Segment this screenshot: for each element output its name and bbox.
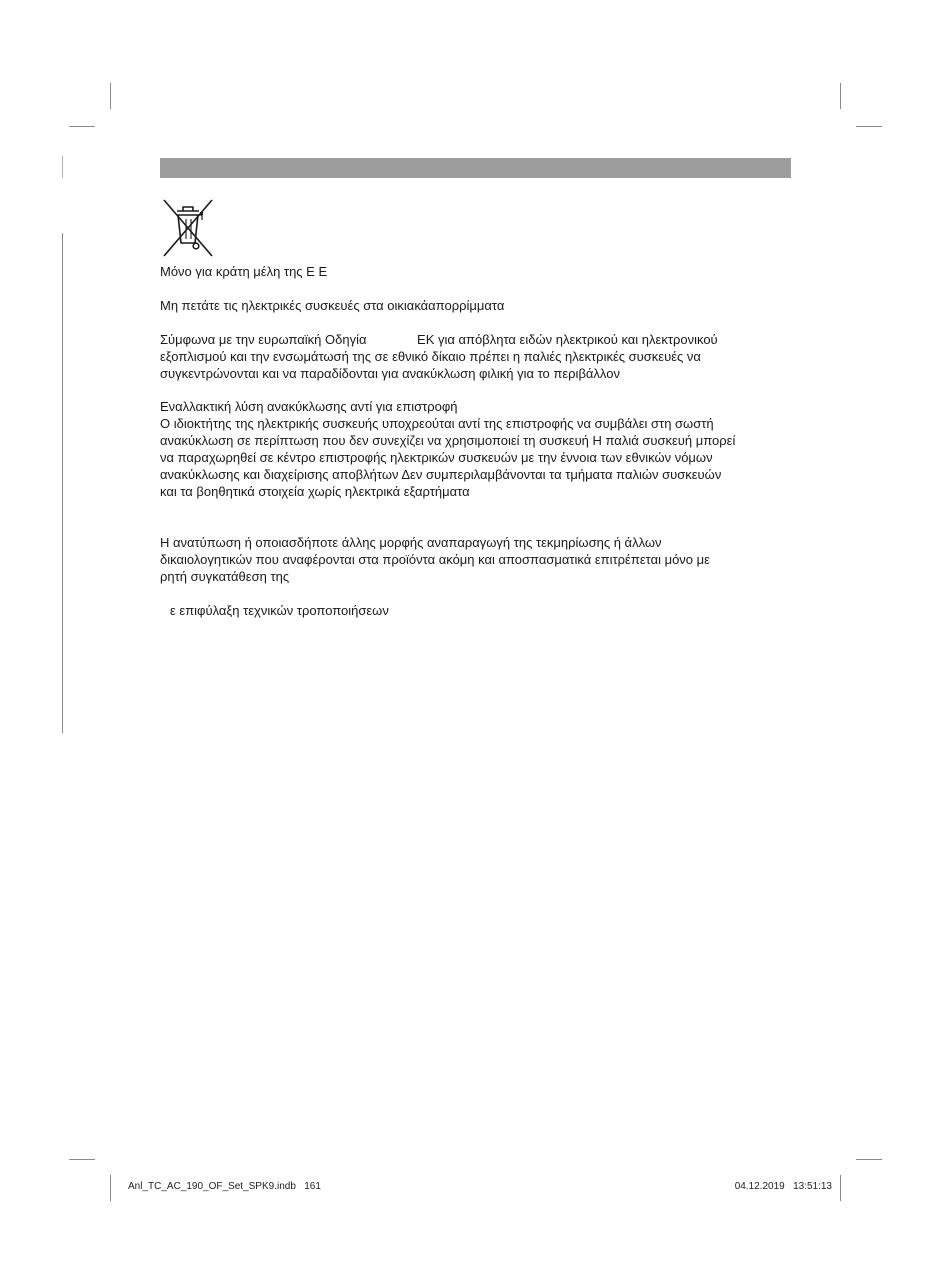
- alternative-line: ανακύκλωσης και διαχείρισης αποβλήτων Δεν συμπεριλαμβάνονται τα τμήματα παλιών συσκευών: [160, 467, 722, 482]
- crop-mark: [110, 1175, 111, 1201]
- alternative-line: και τα βοηθητικά στοιχεία χωρίς ηλεκτρικά εξαρτήματα: [160, 484, 470, 499]
- crop-mark: [856, 1159, 882, 1160]
- reproduction-line: ρητή συγκατάθεση της: [160, 569, 290, 584]
- alternative-line: Ο ιδιοκτήτης της ηλεκτρικής συσκευής υποχρεούται αντί της επιστροφής να συμβάλει στη σωστή: [160, 416, 714, 431]
- crop-mark: [840, 83, 841, 109]
- eu-only-note: Μόνο για κράτη μέλη της Ε Ε: [160, 264, 328, 279]
- alternative-line: ανακύκλωση σε περίπτωση που δεν συνεχίζει να χρησιμοποιεί τη συσκευή Η παλιά συσκευή μπορεί: [160, 433, 736, 448]
- directive-line: συγκεντρώνονται και να παραδίδονται για ανακύκλωση φιλική για το περιβάλλον: [160, 366, 620, 381]
- crop-mark: [840, 1175, 841, 1201]
- alternative-heading: Εναλλακτική λύση ανακύκλωσης αντί για επιστροφή: [160, 399, 458, 414]
- crop-mark: [110, 83, 111, 109]
- margin-tick: [62, 156, 63, 178]
- crop-mark: [69, 126, 95, 127]
- crossed-out-wheelie-bin-icon: [161, 198, 215, 258]
- margin-rule: [62, 233, 63, 733]
- reproduction-line: δικαιολογητικών που αναφέρονται στα προϊόντα ακόμη και αποσπασματικά επιτρέπεται μόνο με: [160, 552, 710, 567]
- disposal-warning: Μη πετάτε τις ηλεκτρικές συσκευές στα οικιακάαπορρίμματα: [160, 298, 505, 313]
- footer-datetime: 04.12.2019 13:51:13: [734, 1181, 832, 1192]
- alternative-line: να παραχωρηθεί σε κέντρο επιστροφής ηλεκτρικών συσκευών με την έννοια των εθνικών νόμων: [160, 450, 713, 465]
- crop-mark: [856, 126, 882, 127]
- technical-changes-reservation: ε επιφύλαξη τεχνικών τροποποιήσεων: [170, 603, 389, 618]
- directive-line: Σύμφωνα με την ευρωπαϊκή Οδηγία ΕΚ για απόβλητα ειδών ηλεκτρικού και ηλεκτρονικού: [160, 332, 718, 347]
- crop-mark: [69, 1159, 95, 1160]
- footer-filename: Anl_TC_AC_190_OF_Set_SPK9.indb 161: [128, 1181, 321, 1192]
- document-body: [160, 263, 800, 619]
- directive-line: εξοπλισμού και την ενσωμάτωσή της σε εθνικό δίκαιο πρέπει η παλιές ηλεκτρικές συσκευές να: [160, 349, 701, 364]
- reproduction-line: Η ανατύπωση ή οποιασδήποτε άλλης μορφής αναπαραγωγή της τεκμηρίωσης ή άλλων: [160, 535, 662, 550]
- section-header-bar: [160, 158, 791, 178]
